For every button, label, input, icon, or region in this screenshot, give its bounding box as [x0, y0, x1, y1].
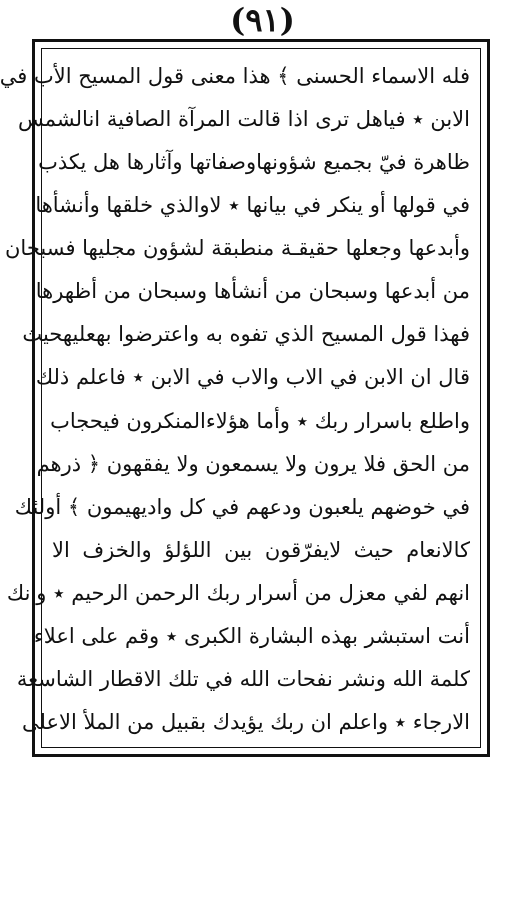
text-line: ظاهرة فيّ بجميع شؤونهاوصفاتها وآثارها هل يكذب	[38, 150, 470, 175]
text-line: كلمة الله ونشر نفحات الله في تلك الاقطار الشاسعة	[16, 666, 470, 691]
text-line: انهم لفي معزل من أسرار ربك الرحمن الرحيم ٭ وانك	[6, 580, 470, 605]
text-line: في خوضهم يلعبون ودعهم في كل واديهيمون ﴾ أولئك	[14, 494, 470, 519]
page-border-inner	[0, 48, 481, 748]
text-line: الابن ٭ فياهل ترى اذا قالت المرآة الصافية انالشمس	[18, 107, 470, 132]
text-line: في قولها أو ينكر في بيانها ٭ لاوالذي خلقها وأنشأها	[35, 193, 470, 218]
body-text	[0, 57, 470, 741]
page-border-outer	[0, 39, 490, 757]
page-number: (٩١)	[230, 1, 295, 39]
text-line: أنت استبشر بهذه البشارة الكبرى ٭ وقم على اعلاء	[33, 623, 470, 648]
text-line: وأبدعها وجعلها حقيقـة منطبقة لشؤون مجليها فسبحان	[5, 236, 470, 261]
text-line: واطلع باسرار ربك ٭ وأما هؤلاءالمنكرون فيحجاب	[50, 408, 470, 433]
text-line: فهذا قول المسيح الذي تفوه به واعترضوا بهعليهحيث	[22, 322, 470, 347]
text-line: الارجاء ٭ واعلم ان ربك يؤيدك بقبيل من الملأ الاعلى	[22, 709, 470, 734]
text-line: قال ان الابن في الاب والاب في الابن ٭ فاعلم ذلك	[35, 365, 470, 390]
text-line: كالانعام حيث لايفرّقون بين اللؤلؤ والخزف الا	[52, 537, 470, 562]
text-line: من الحق فلا يرون ولا يسمعون ولا يفقهون ﴿ ذرهم	[36, 451, 470, 476]
text-line: من أبدعها وسبحان من أنشأها وسبحان من أظهرها	[35, 279, 470, 304]
text-line: فله الاسماء الحسنى ﴾ هذا معنى قول المسيح الأب في	[0, 64, 470, 88]
